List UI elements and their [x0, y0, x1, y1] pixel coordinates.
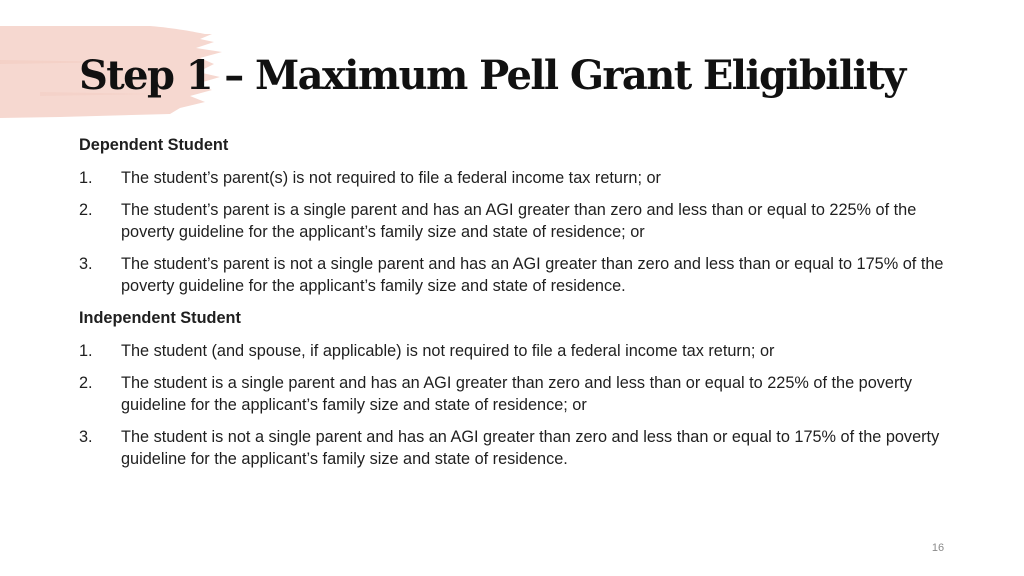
item-text: The student’s parent is not a single parent and has an AGI greater than zero and less than or equal to 175% of the poverty guideline for the applicant’s family size and state of residence.: [121, 255, 944, 295]
item-number: 1.: [79, 341, 93, 360]
dependent-criteria-list: [79, 168, 949, 298]
list-item: [79, 168, 949, 190]
list-item: [79, 341, 949, 363]
slide-title: Step 1 – Maximum Pell Grant Eligibility: [79, 52, 905, 99]
item-number: 2.: [79, 201, 93, 219]
page-number: 16: [931, 542, 945, 554]
dependent-student-heading: Dependent Student: [79, 136, 229, 154]
item-text: The student is a single parent and has an AGI greater than zero and less than or equal to 225% of the poverty guideline for the applicant’s family size and state of residence; or: [121, 374, 913, 414]
item-number: 3.: [79, 255, 93, 273]
list-item: [79, 200, 949, 243]
item-text: The student’s parent is a single parent and has an AGI greater than zero and less than or equal to 225% of the poverty guideline for the applicant’s family size and state of residence; or: [121, 201, 917, 241]
slide-content: [79, 135, 949, 481]
item-text: The student is not a single parent and has an AGI greater than zero and less than or equal to 175% of the poverty guideline for the applicant’s family size and state of residence.: [121, 428, 940, 468]
item-number: 2.: [79, 374, 93, 392]
independent-criteria-list: [79, 341, 949, 471]
independent-student-heading: Independent Student: [79, 309, 241, 327]
list-item: [79, 427, 949, 470]
list-item: [79, 373, 949, 416]
list-item: [79, 254, 949, 297]
item-text: The student’s parent(s) is not required to file a federal income tax return; or: [121, 168, 661, 187]
item-number: 3.: [79, 428, 93, 446]
item-text: The student (and spouse, if applicable) is not required to file a federal income tax return; or: [121, 341, 775, 360]
item-number: 1.: [79, 168, 93, 187]
